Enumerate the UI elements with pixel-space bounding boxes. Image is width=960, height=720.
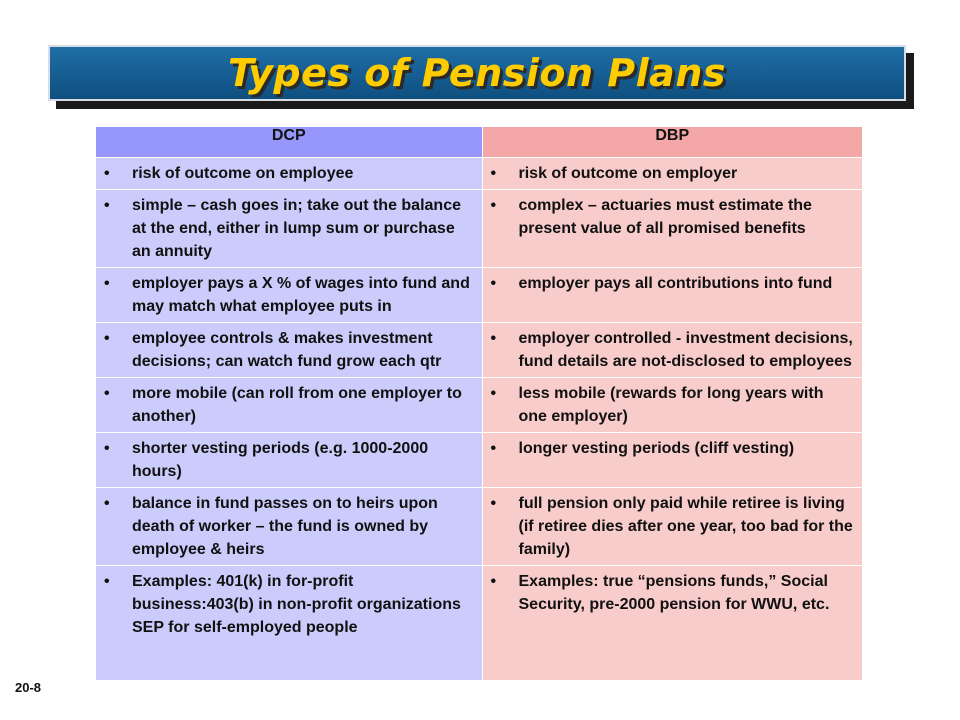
dbp-cell	[482, 268, 863, 323]
bullet: •	[104, 197, 110, 214]
dbp-text: Examples: true “pensions funds,” Social Security, pre-2000 pension for WWU, etc.	[518, 573, 830, 613]
bullet: •	[490, 197, 497, 214]
dbp-cell	[482, 190, 863, 268]
dcp-cell	[96, 268, 483, 323]
dcp-cell	[96, 433, 483, 488]
dcp-cell	[96, 488, 483, 566]
bullet: •	[490, 495, 497, 512]
dcp-text: employee controls & makes investment decisions; can watch fund grow each qtr	[132, 330, 442, 370]
dbp-text: less mobile (rewards for long years with one employer)	[518, 385, 824, 425]
bullet: •	[490, 573, 497, 590]
dcp-cell	[96, 566, 483, 681]
bullet: •	[490, 440, 497, 457]
table-header-row	[96, 127, 863, 158]
dbp-text: complex – actuaries must estimate the present value of all promised benefits	[518, 197, 812, 237]
dcp-cell	[96, 190, 483, 268]
bullet: •	[104, 165, 110, 182]
dcp-text: Examples: 401(k) in for-profit business:403(b) in non-profit organizations SEP for self-employed people	[132, 573, 461, 636]
table-row	[96, 488, 863, 566]
table-row	[96, 268, 863, 323]
dbp-cell	[482, 488, 863, 566]
dcp-text: shorter vesting periods (e.g. 1000-2000 hours)	[132, 440, 429, 480]
table-row	[96, 190, 863, 268]
table-row	[96, 566, 863, 681]
dbp-text: longer vesting periods (cliff vesting)	[518, 440, 795, 457]
bullet: •	[490, 275, 497, 292]
bullet: •	[490, 165, 497, 182]
bullet: •	[490, 330, 497, 347]
bullet: •	[104, 275, 110, 292]
table-row	[96, 158, 863, 190]
dbp-text: risk of outcome on employer	[518, 165, 738, 182]
dbp-cell	[482, 158, 863, 190]
dcp-text: risk of outcome on employee	[132, 165, 354, 182]
dbp-cell	[482, 323, 863, 378]
slide-number: 20-8	[15, 680, 42, 695]
dcp-cell	[96, 158, 483, 190]
dbp-cell	[482, 378, 863, 433]
table-row	[96, 378, 863, 433]
dbp-text: employer pays all contributions into fund	[518, 275, 833, 292]
pension-plans-table	[95, 126, 863, 681]
dbp-text: full pension only paid while retiree is living (if retiree dies after one year, too bad for the family)	[518, 495, 853, 558]
dbp-text: employer controlled - investment decisions, fund details are not-disclosed to employees	[518, 330, 853, 370]
dcp-text: more mobile (can roll from one employer to another)	[132, 385, 462, 425]
dcp-text: simple – cash goes in; take out the balance at the end, either in lump sum or purchase an annuity	[132, 197, 461, 260]
dcp-header: DCP	[96, 127, 483, 158]
dcp-cell	[96, 378, 483, 433]
slide-title: Types of Pension Plans	[228, 51, 726, 95]
dbp-cell	[482, 433, 863, 488]
dbp-header: DBP	[482, 127, 863, 158]
bullet: •	[104, 440, 110, 457]
table-row	[96, 323, 863, 378]
bullet: •	[104, 385, 110, 402]
bullet: •	[104, 495, 110, 512]
dcp-text: employer pays a X % of wages into fund and may match what employee puts in	[132, 275, 470, 315]
bullet: •	[104, 330, 110, 347]
bullet: •	[490, 385, 497, 402]
dcp-text: balance in fund passes on to heirs upon death of worker – the fund is owned by employee & heirs	[132, 495, 438, 558]
dcp-cell	[96, 323, 483, 378]
dbp-cell	[482, 566, 863, 681]
bullet: •	[104, 573, 110, 590]
title-bar	[48, 45, 906, 101]
table-row	[96, 433, 863, 488]
